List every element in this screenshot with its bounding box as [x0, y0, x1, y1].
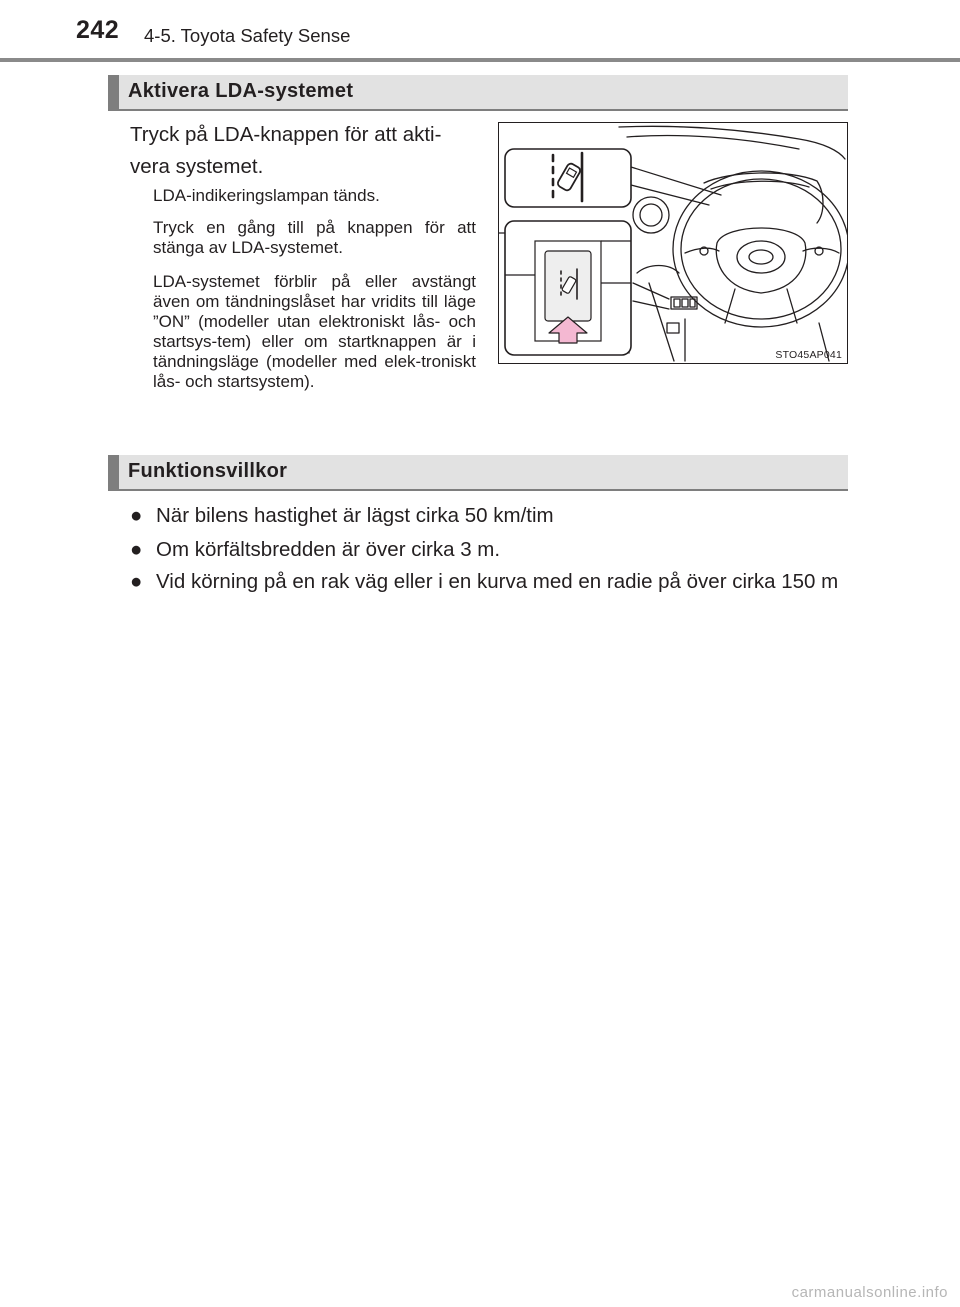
dashboard-drawing [499, 123, 847, 363]
section-title: Aktivera LDA-systemet [128, 80, 354, 102]
note-indicator-lights: LDA-indikeringslampan tänds. [153, 186, 380, 205]
activate-instruction: Tryck på LDA-knappen för att akti-vera systemet. [130, 123, 442, 178]
chapter-title: 4-5. Toyota Safety Sense [144, 25, 351, 46]
section-marker [108, 455, 119, 489]
section-marker [108, 75, 119, 109]
list-item-text: När bilens hastighet är lägst cirka 50 km/tim [156, 504, 554, 527]
page-number: 242 [76, 16, 120, 44]
list-item [130, 533, 845, 567]
watermark: carmanualsonline.info [791, 1284, 948, 1301]
list-item-text: Vid körning på en rak väg eller i en kurva med en radie på över cirka 150 m [156, 570, 839, 593]
bullet-icon: ● [130, 504, 143, 527]
list-item [130, 565, 845, 599]
section-heading-activate [108, 75, 848, 111]
bullet-icon: ● [130, 570, 143, 593]
lda-switch-illustration [498, 122, 848, 364]
note-press-again: Tryck en gång till på knappen för att stänga av LDA-systemet. [153, 218, 476, 257]
illustration-code: STO45AP041 [775, 349, 842, 361]
bullet-icon: ● [130, 538, 143, 561]
section-heading-conditions [108, 455, 848, 491]
header-rule [0, 58, 960, 62]
list-item [130, 499, 845, 533]
list-item-text: Om körfältsbredden är över cirka 3 m. [156, 538, 501, 561]
section-title: Funktionsvillkor [128, 460, 288, 482]
note-state-retained: LDA-systemet förblir på eller avstängt även om tändningslåset har vridits till läge ”ON” (modeller utan elektroniskt lås- och startsys-tem) eller om startknappen är i tändningsläge (modeller med elek-troniskt lås- och startsystem). [153, 272, 476, 391]
